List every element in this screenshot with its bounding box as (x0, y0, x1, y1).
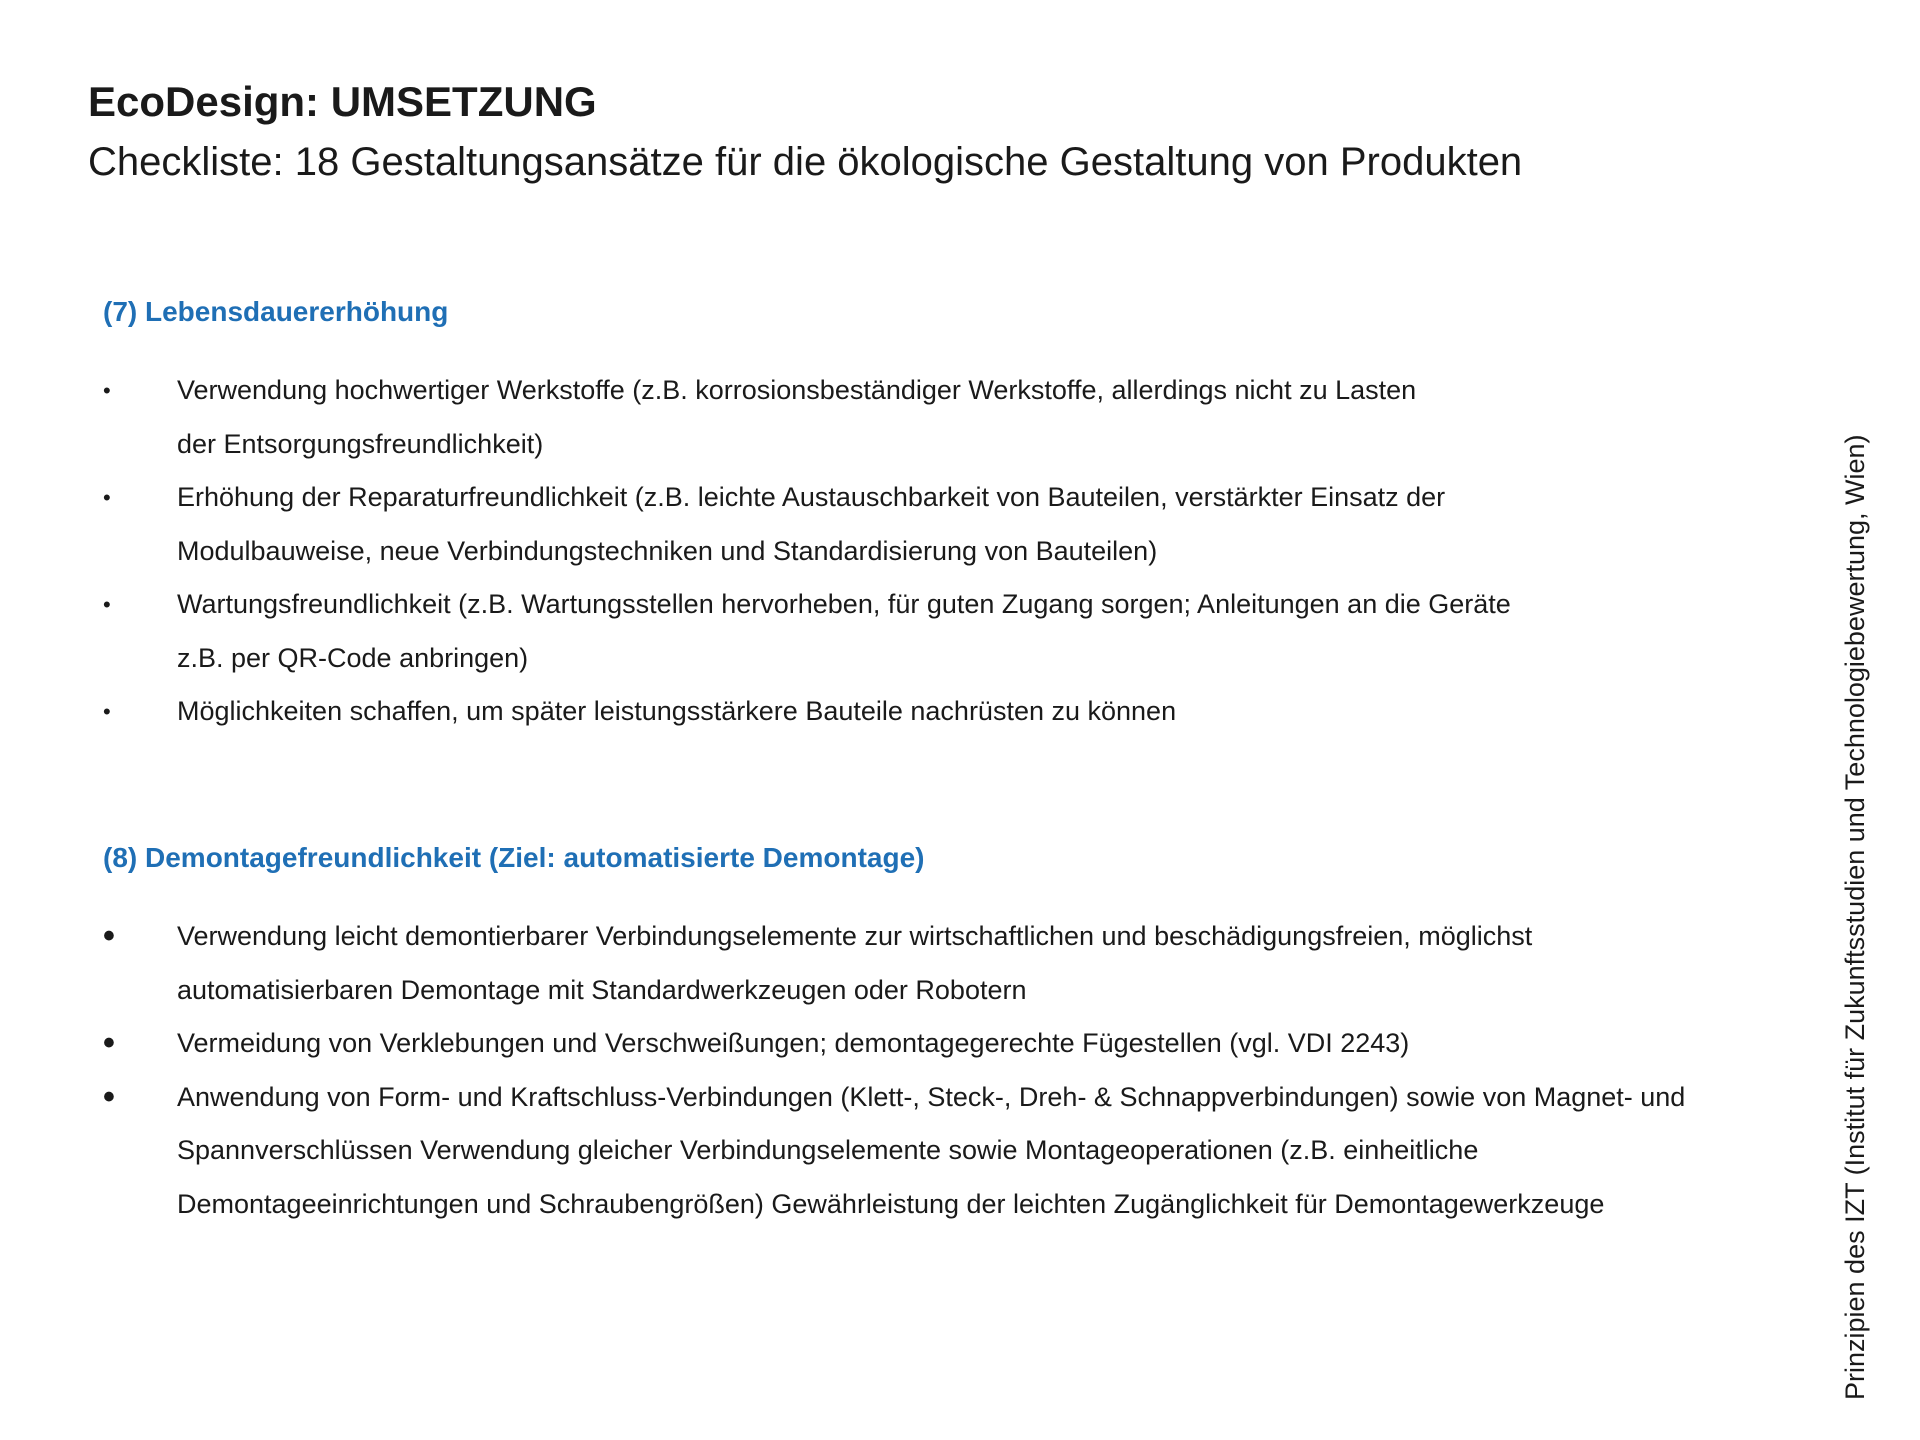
bullet-item (103, 578, 1537, 685)
bullet-icon: • (103, 592, 111, 617)
bullet-icon: • (103, 917, 115, 955)
bullet-text: Möglichkeiten schaffen, um später leistungsstärkere Bauteile nachrüsten zu können (177, 696, 1177, 726)
bullet-text: Vermeidung von Verklebungen und Verschweißungen; demontagegerechte Fügestellen (vgl. VDI 2243) (177, 1028, 1410, 1058)
section-heading: (7) Lebensdauererhöhung (103, 296, 449, 327)
section-heading: (8) Demontagefreundlichkeit (Ziel: automatisierte Demontage) (103, 842, 925, 873)
bullet-icon: • (103, 1077, 115, 1116)
side-note: Prinzipien des IZT (Institut für Zukunftsstudien und Technologiebewertung, Wien) (1840, 434, 1870, 1400)
bullet-text: Anwendung von Form- und Kraftschluss-Verbindungen (Klett-, Steck-, Dreh- & Schnappverbindungen) sowie von Magnet- und Spannverschlüssen Verwendung gleicher Verbindungselemente sowie Montageoperationen (z.B. einheitliche Demontageeinrichtungen und Schraubengrößen) Gewährleistung der leichten Zugänglichkeit für Demontagewerkzeuge (177, 1081, 1686, 1219)
bullet-item (103, 685, 1737, 739)
bullet-item (103, 471, 1647, 578)
bullet-icon: • (103, 485, 111, 510)
bullet-item (103, 1071, 1742, 1232)
bullet-icon: • (103, 378, 111, 403)
bullet-icon: • (103, 1024, 115, 1062)
bullet-item (103, 910, 1647, 1017)
bullet-item (103, 1017, 1737, 1071)
page-subtitle: Checkliste: 18 Gestaltungsansätze für die ökologische Gestaltung von Produkten (88, 140, 1523, 184)
page-title: EcoDesign: UMSETZUNG (88, 78, 597, 125)
bullet-list (103, 364, 1723, 739)
section-lebensdauererhoehung (103, 292, 1723, 739)
bullet-text: Verwendung hochwertiger Werkstoffe (z.B. korrosionsbeständiger Werkstoffe, allerdings nicht zu Lasten der Entsorgungsfreundlichkeit) (177, 375, 1417, 459)
bullet-text: Wartungsfreundlichkeit (z.B. Wartungsstellen hervorheben, für guten Zugang sorgen; Anleitungen an die Geräte z.B. per QR-Code anbringen) (177, 589, 1511, 673)
bullet-text: Erhöhung der Reparaturfreundlichkeit (z.B. leichte Austauschbarkeit von Bauteilen, verstärkter Einsatz der Modulbauweise, neue Verbindungstechniken und Standardisierung von Bauteilen) (177, 482, 1446, 566)
bullet-text: Verwendung leicht demontierbarer Verbindungselemente zur wirtschaftlichen und beschädigungsfreien, möglichst automatisierbaren Demontage mit Standardwerkzeugen oder Robotern (177, 921, 1533, 1005)
bullet-item (103, 364, 1417, 471)
bullet-list (103, 910, 1723, 1231)
bullet-icon: • (103, 699, 111, 724)
section-demontagefreundlichkeit (103, 838, 1723, 1231)
